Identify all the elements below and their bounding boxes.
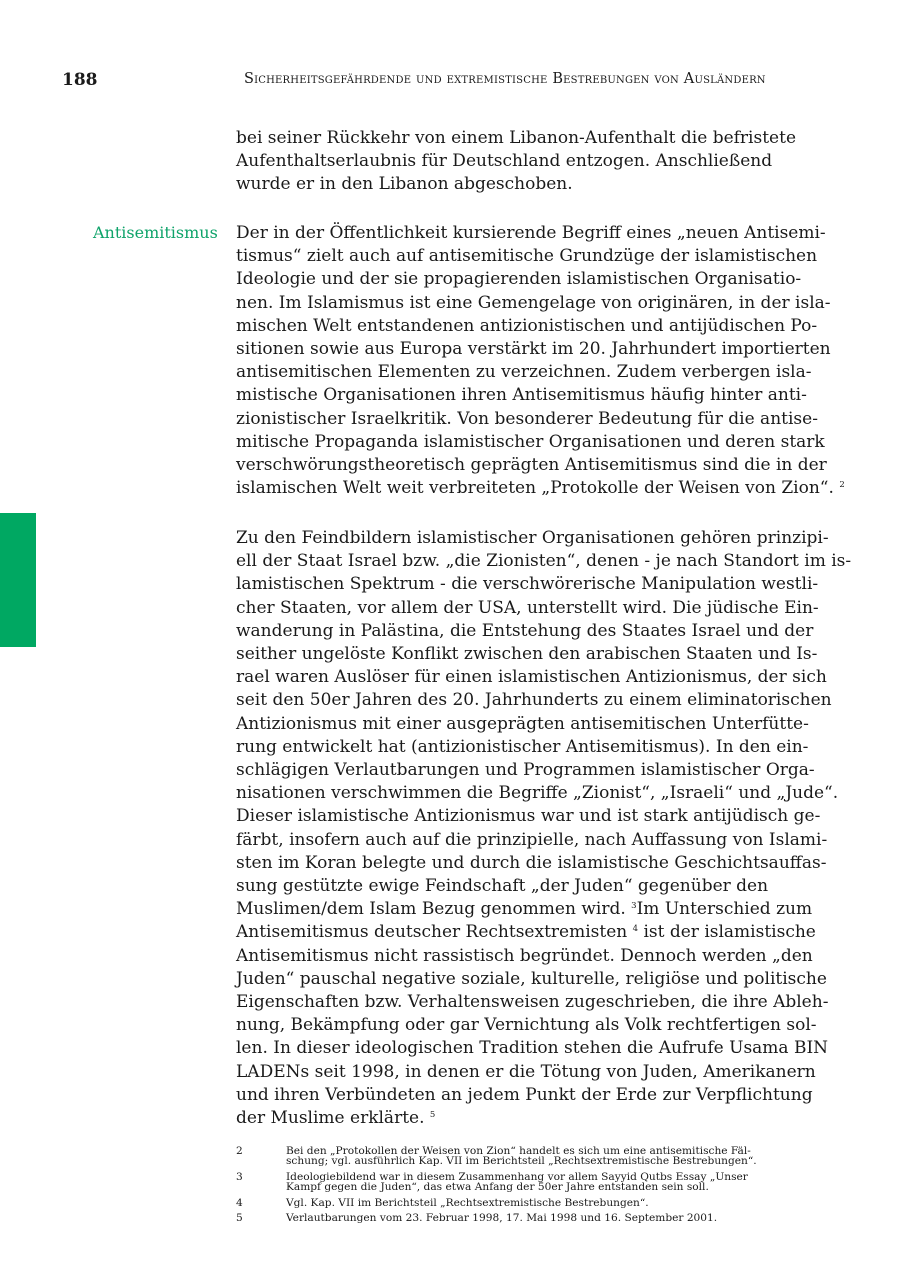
text-line: Der in der Öffentlichkeit kursierende Begriff eines „neuen Antisemi-	[236, 223, 826, 243]
text-fragment: islamischen Welt weit verbreiteten „Protokolle der Weisen von Zion“.	[236, 478, 834, 499]
footnote-text: Verlautbarungen vom 23. Februar 1998, 17. Mai 1998 und 16. September 2001.	[286, 1212, 718, 1225]
running-header: Sicherheitsgefährdende und extremistische Bestrebungen von Ausländern	[244, 71, 766, 87]
chapter-side-tab	[0, 513, 36, 647]
footnote-ref: 5	[429, 1110, 436, 1121]
marginal-note: Antisemitismus	[93, 223, 218, 242]
text-line: nen. Im Islamismus ist eine Gemengelage von originären, in der isla-	[236, 292, 831, 313]
text-fragment: ist der islamistische	[643, 922, 816, 943]
footnote	[236, 1213, 796, 1223]
text-line: sitionen sowie aus Europa verstärkt im 20. Jahrhundert importierten	[236, 339, 831, 360]
text-fragment: der Muslime erklärte.	[236, 1108, 425, 1129]
text-line: sung gestützte ewige Feindschaft „der Juden“ gegenüber den	[236, 876, 769, 897]
footnote-ref: 4	[632, 924, 639, 935]
footnote	[236, 1146, 796, 1167]
text-line	[236, 898, 813, 921]
text-line: wanderung in Palästina, die Entstehung des Staates Israel und der	[236, 620, 814, 641]
text-line: LADENs seit 1998, in denen er die Tötung von Juden, Amerikanern	[236, 1061, 816, 1082]
footnote-number: 3	[236, 1170, 243, 1183]
text-line: seit den 50er Jahren des 20. Jahrhunderts zu einem eliminatorischen	[236, 690, 832, 711]
text-line	[236, 477, 845, 500]
text-line: Eigenschaften bzw. Verhaltensweisen zugeschrieben, die ihre Ableh-	[236, 992, 829, 1013]
text-line: nung, Bekämpfung oder gar Vernichtung als Volk rechtfertigen sol-	[236, 1015, 817, 1036]
footnote-number: 4	[236, 1196, 243, 1209]
footnote-text: schung; vgl. ausführlich Kap. VII im Berichtsteil „Rechtsextremistische Bestrebungen“.	[286, 1155, 757, 1168]
text-line: rung entwickelt hat (antizionistischer Antisemitismus). In den ein-	[236, 736, 809, 757]
text-fragment: Muslimen/dem Islam Bezug genommen wird.	[236, 899, 626, 920]
text-fragment: Antisemitismus deutscher Rechtsextremisten	[236, 922, 628, 943]
footnote-ref: 3	[631, 901, 637, 912]
text-line: schlägigen Verlautbarungen und Programmen islamistischer Orga-	[236, 760, 815, 781]
text-line: rael waren Auslöser für einen islamistischen Antizionismus, der sich	[236, 667, 827, 688]
page-number: 188	[62, 70, 98, 90]
text-line: lamistischen Spektrum - die verschwörerische Manipulation westli-	[236, 574, 819, 595]
text-line: ell der Staat Israel bzw. „die Zionisten“, denen - je nach Standort im is-	[236, 551, 852, 572]
text-line: nisationen verschwimmen die Begriffe „Zionist“, „Israeli“ und „Jude“.	[236, 783, 839, 804]
footnote-text: Bei den „Protokollen der Weisen von Zion“ handelt es sich um eine antisemitische Fäl-	[286, 1145, 751, 1157]
footnote-number: 5	[236, 1212, 243, 1225]
text-line: mischen Welt entstandenen antizionistischen und antijüdischen Po-	[236, 315, 818, 336]
text-line: färbt, insofern auch auf die prinzipielle, nach Auffassung von Islami-	[236, 829, 828, 850]
text-line: tismus“ zielt auch auf antisemitische Grundzüge der islamistischen	[236, 246, 818, 267]
text-line: Antizionismus mit einer ausgeprägten antisemitischen Unterfütte-	[236, 713, 809, 734]
text-line: sten im Koran belegte und durch die islamistische Geschichtsauffas-	[236, 852, 827, 873]
paragraph-enemy-images	[236, 527, 852, 1130]
text-line: verschwörungstheoretisch geprägten Antisemitismus sind die in der	[236, 455, 827, 476]
text-fragment: Im Unterschied zum	[636, 899, 813, 920]
footnote	[236, 1198, 796, 1208]
text-line: mistische Organisationen ihren Antisemitismus häufig hinter anti-	[236, 385, 807, 406]
text-line: seither ungelöste Konflikt zwischen den arabischen Staaten und Is-	[236, 644, 818, 665]
footnote-ref: 2	[839, 480, 845, 491]
text-line: wurde er in den Libanon abgeschoben.	[236, 174, 573, 195]
paragraph-antisemitism	[236, 222, 845, 500]
footnote-text: Kampf gegen die Juden“, das etwa Anfang der 50er Jahre entstanden sein soll.	[286, 1181, 709, 1194]
text-line: zionistischer Israelkritik. Von besonderer Bedeutung für die antise-	[236, 408, 818, 429]
text-line: bei seiner Rückkehr von einem Libanon-Aufenthalt die befristete	[236, 128, 797, 148]
intro-paragraph	[236, 127, 806, 197]
text-line: Dieser islamistische Antizionismus war und ist stark antijüdisch ge-	[236, 806, 821, 827]
text-line: len. In dieser ideologischen Tradition stehen die Aufrufe Usama BIN	[236, 1038, 829, 1059]
text-line: Zu den Feindbildern islamistischer Organisationen gehören prinzipi-	[236, 528, 829, 548]
text-line: Aufenthaltserlaubnis für Deutschland entzogen. Anschließend	[236, 151, 773, 172]
text-line: mitische Propaganda islamistischer Organisationen und deren stark	[236, 431, 825, 452]
text-line: und ihren Verbündeten an jedem Punkt der Erde zur Verpflichtung	[236, 1084, 813, 1105]
text-line	[236, 1107, 806, 1130]
text-line: Juden“ pauschal negative soziale, kulturelle, religiöse und politische	[236, 968, 827, 989]
footnotes	[236, 1146, 796, 1228]
footnote-number: 2	[236, 1145, 243, 1157]
text-line	[236, 921, 816, 944]
footnote-text: Ideologiebildend war in diesem Zusammenhang vor allem Sayyid Qutbs Essay „Unser	[286, 1170, 748, 1183]
text-line: Antisemitismus nicht rassistisch begründet. Dennoch werden „den	[236, 945, 813, 966]
text-line: antisemitischen Elementen zu verzeichnen. Zudem verbergen isla-	[236, 362, 812, 383]
footnote	[236, 1172, 796, 1193]
footnote-text: Vgl. Kap. VII im Berichtsteil „Rechtsextremistische Bestrebungen“.	[286, 1196, 649, 1209]
text-line: cher Staaten, vor allem der USA, unterstellt wird. Die jüdische Ein-	[236, 597, 819, 618]
text-line: Ideologie und der sie propagierenden islamistischen Organisatio-	[236, 269, 802, 290]
